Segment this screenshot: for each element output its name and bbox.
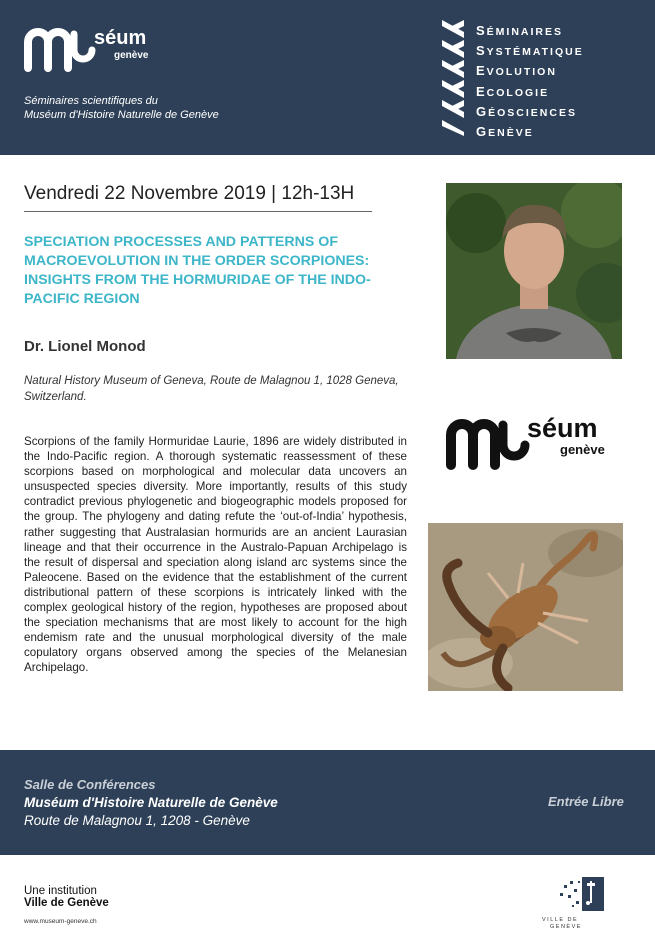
website-url[interactable]: www.museum-geneve.ch <box>24 918 97 925</box>
ville-de-geneve-logo <box>538 877 608 929</box>
speaker-photo <box>446 183 622 359</box>
svg-text:genève: genève <box>114 50 149 61</box>
svg-text:genève: genève <box>560 442 605 457</box>
speaker-name: Dr. Lionel Monod <box>24 338 146 355</box>
venue-address: Route de Malagnou 1, 1208 - Genève <box>24 813 250 828</box>
series-line-4: ECOLOGIE <box>476 83 550 99</box>
ville-label-text: VILLE DE <box>542 917 579 923</box>
subtitle-line-2: Muséum d'Histoire Naturelle de Genève <box>24 109 219 121</box>
series-line-2: SYSTÉMATIQUE <box>476 43 584 59</box>
institution-label <box>24 885 109 909</box>
museum-logo <box>24 20 164 80</box>
free-entry-label: Entrée Libre <box>548 794 624 809</box>
scorpion-photo <box>428 523 623 691</box>
talk-title: SPECIATION PROCESSES AND PATTERNS OF MACROEVOLUTION IN THE ORDER SCORPIONES: INSIGHTS FROM THE HORMURIDAE OF THE INDO-PACIFIC REGION <box>24 234 371 307</box>
svg-text:séum: séum <box>94 27 147 49</box>
event-date: Vendredi 22 Novembre 2019 | 12h-13H <box>24 183 355 204</box>
header-banner <box>0 0 655 155</box>
series-line-5: GÉOSCIENCES <box>476 103 577 119</box>
institution-line-1: Une institution <box>24 885 97 897</box>
series-line-3: EVOLUTION <box>476 63 557 79</box>
series-acronym <box>476 21 584 142</box>
venue-room: Salle de Conférences <box>24 777 156 792</box>
venue-banner <box>0 750 655 855</box>
speaker-affiliation: Natural History Museum of Geneva, Route de Malagnou 1, 1028 Geneva, Switzerland. <box>24 375 399 403</box>
subtitle-line-1: Séminaires scientifiques du <box>24 95 158 107</box>
institution-line-2: Ville de Genève <box>24 897 109 909</box>
talk-abstract: Scorpions of the family Hormuridae Laurie, 1896 are widely distributed in the Indo-Pacific region. A thorough systematic reassessment of these scorpions based on morphological and molecular data uncovers an unsuspected species diversity. More importantly, results of this study contradict previous phylogenetic and biogeographic models proposed for the group. The phylogeny and dating refute the ‘out-of-India’ hypothesis, rather suggesting that Australasian hormurids are an ancient Laurasian lineage and that their occurrence in the Australo-Papuan Archipelago is the result of dispersal and speciation along island arc systems since the Paleocene. Based on the evidence that the establishment of the current distributional pattern of these scorpions is intricately linked with the complex geological history of the region, hypotheses are proposed about the speciation mechanisms that are most likely to account for the high endemism rate and the unusual morphological diversity of the male copulatory organs observed among the species of the Melanesian Archipelago. <box>24 435 407 675</box>
venue-institution: Muséum d'Histoire Naturelle de Genève <box>24 795 278 810</box>
dna-helix-icon <box>440 18 466 136</box>
svg-text:GENÈVE: GENÈVE <box>550 924 582 929</box>
svg-text:séum: séum <box>527 413 598 443</box>
date-divider <box>24 211 372 212</box>
series-line-1: SÉMINAIRES <box>476 23 564 38</box>
series-line-6: GENÈVE <box>476 123 534 139</box>
seminar-subtitle <box>24 94 219 122</box>
museum-logo-dark <box>445 407 623 475</box>
